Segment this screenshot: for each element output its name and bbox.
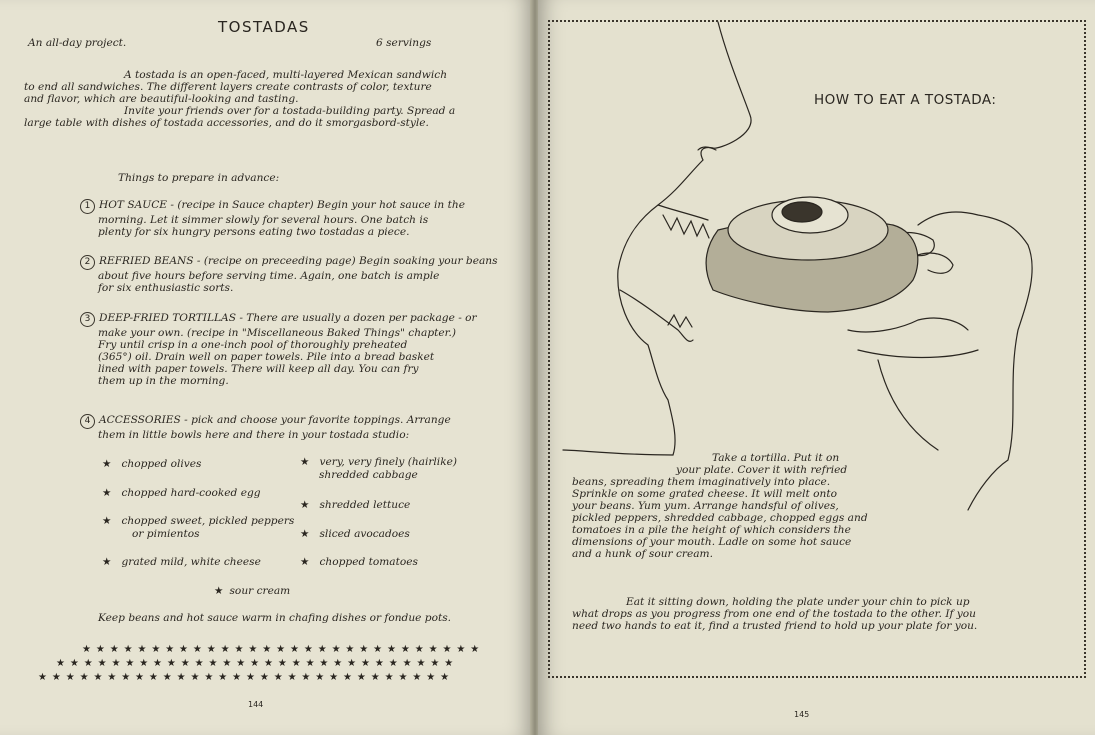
finger-line — [918, 253, 953, 273]
step-line: about five hours before serving time. Again, one batch is ample — [98, 270, 440, 282]
instruction-line: and a hunk of sour cream. — [572, 548, 713, 560]
upper-lip-line — [658, 205, 708, 220]
instruction-line: tomatoes in a pile the height of which considers the — [572, 524, 851, 536]
howto-heading: HOW TO EAT A TOSTADA: — [814, 92, 997, 108]
step-3 — [80, 312, 510, 387]
accessory-item-extra: or pimientos — [132, 528, 200, 540]
instruction-line: your beans. Yum yum. Arrange handsful of olives, — [572, 500, 839, 512]
star-border-row: ★★★★★★★★★★★★★★★★★★★★★★★★★★★★★ — [56, 658, 459, 669]
step-line: make your own. (recipe in "Miscellaneous Baked Things" chapter.) — [98, 327, 457, 339]
accessory-item: ★ grated mild, white cheese — [102, 556, 261, 568]
step-line: them up in the morning. — [98, 375, 229, 387]
step-line: for six enthusiastic sorts. — [98, 282, 234, 294]
eating-line: Eat it sitting down, holding the plate under your chin to pick up — [626, 596, 970, 608]
intro-paragraph — [24, 69, 514, 129]
step-number: 4 — [80, 414, 95, 429]
left-page — [0, 0, 532, 735]
instruction-line: Take a tortilla. Put it on — [712, 452, 840, 464]
finger-under-line — [848, 318, 968, 332]
page-number: 145 — [794, 710, 810, 719]
advance-heading: Things to prepare in advance: — [118, 172, 280, 184]
accessory-item: ★ very, very finely (hairlike) — [300, 456, 458, 468]
lower-lip-line — [620, 290, 693, 341]
step-number: 3 — [80, 312, 95, 327]
intro-line: A tostada is an open-faced, multi-layered Mexican sandwich — [124, 69, 448, 81]
finger-under-line — [858, 350, 978, 358]
accessory-item: ★ sour cream — [214, 585, 291, 597]
instruction-line: beans, spreading them imaginatively into place. — [572, 476, 831, 488]
step-1 — [80, 199, 510, 238]
step-line: lined with paper towels. There will keep all day. You can fry — [98, 363, 419, 375]
step-line: DEEP-FRIED TORTILLAS - There are usually a dozen per package - or — [99, 312, 477, 324]
intro-line: large table with dishes of tostada accessories, and do it smorgasbord-style. — [24, 117, 429, 129]
accessory-item: ★ sliced avocadoes — [300, 528, 410, 540]
step-line: Fry until crisp in a one-inch pool of thoroughly preheated — [98, 339, 408, 351]
recipe-title: TOSTADAS — [218, 18, 310, 36]
intro-line: and flavor, which are beautiful-looking and tasting. — [24, 93, 299, 105]
instruction-line: dimensions of your mouth. Ladle on some hot sauce — [572, 536, 852, 548]
instruction-line: your plate. Cover it with refried — [676, 464, 848, 476]
eating-line: need two hands to eat it, find a trusted friend to hold up your plate for you. — [572, 620, 978, 632]
accessory-item: ★ chopped sweet, pickled peppers — [102, 515, 295, 527]
step-line: HOT SAUCE - (recipe in Sauce chapter) Begin your hot sauce in the — [99, 199, 465, 211]
palm-line — [878, 360, 938, 450]
step-line: plenty for six hungry persons eating two tostadas a piece. — [98, 226, 410, 238]
step-line: ACCESSORIES - pick and choose your favorite toppings. Arrange — [99, 414, 451, 426]
page-number: 144 — [248, 700, 264, 709]
star-border-row: ★★★★★★★★★★★★★★★★★★★★★★★★★★★★★ — [82, 644, 485, 655]
accessory-item-extra: shredded cabbage — [319, 469, 418, 481]
step-line: REFRIED BEANS - (recipe on preceeding page) Begin soaking your beans — [99, 255, 498, 267]
closing-note: Keep beans and hot sauce warm in chafing dishes or fondue pots. — [98, 612, 452, 624]
olives-pile — [782, 202, 822, 222]
recipe-subtitle: An all-day project. — [28, 37, 127, 49]
instruction-line: Sprinkle on some grated cheese. It will melt onto — [572, 488, 837, 500]
right-page — [538, 0, 1095, 735]
step-line: (365°) oil. Drain well on paper towels. Pile into a bread basket — [98, 351, 435, 363]
step-line: them in little bowls here and there in your tostada studio: — [98, 429, 410, 441]
star-border-row: ★★★★★★★★★★★★★★★★★★★★★★★★★★★★★★ — [38, 672, 454, 683]
accessory-item: ★ chopped hard-cooked egg — [102, 487, 261, 499]
accessory-item: ★ chopped tomatoes — [300, 556, 418, 568]
accessory-item: ★ shredded lettuce — [300, 499, 411, 511]
step-number: 2 — [80, 255, 95, 270]
instruction-line: pickled peppers, shredded cabbage, chopped eggs and — [572, 512, 868, 524]
step-line: morning. Let it simmer slowly for several hours. One batch is — [98, 214, 429, 226]
eating-line: what drops as you progress from one end of the tostada to the other. If you — [572, 608, 976, 620]
step-4 — [80, 414, 510, 441]
nostril-line — [698, 147, 716, 150]
eating-paragraph — [572, 596, 1082, 632]
accessory-item: ★ chopped olives — [102, 458, 202, 470]
step-2 — [80, 255, 510, 294]
intro-line: Invite your friends over for a tostada-building party. Spread a — [124, 105, 456, 117]
step-number: 1 — [80, 199, 95, 214]
servings: 6 servings — [376, 37, 432, 49]
instructions-paragraph — [572, 452, 1072, 560]
intro-line: to end all sandwiches. The different layers create contrasts of color, texture — [24, 81, 432, 93]
